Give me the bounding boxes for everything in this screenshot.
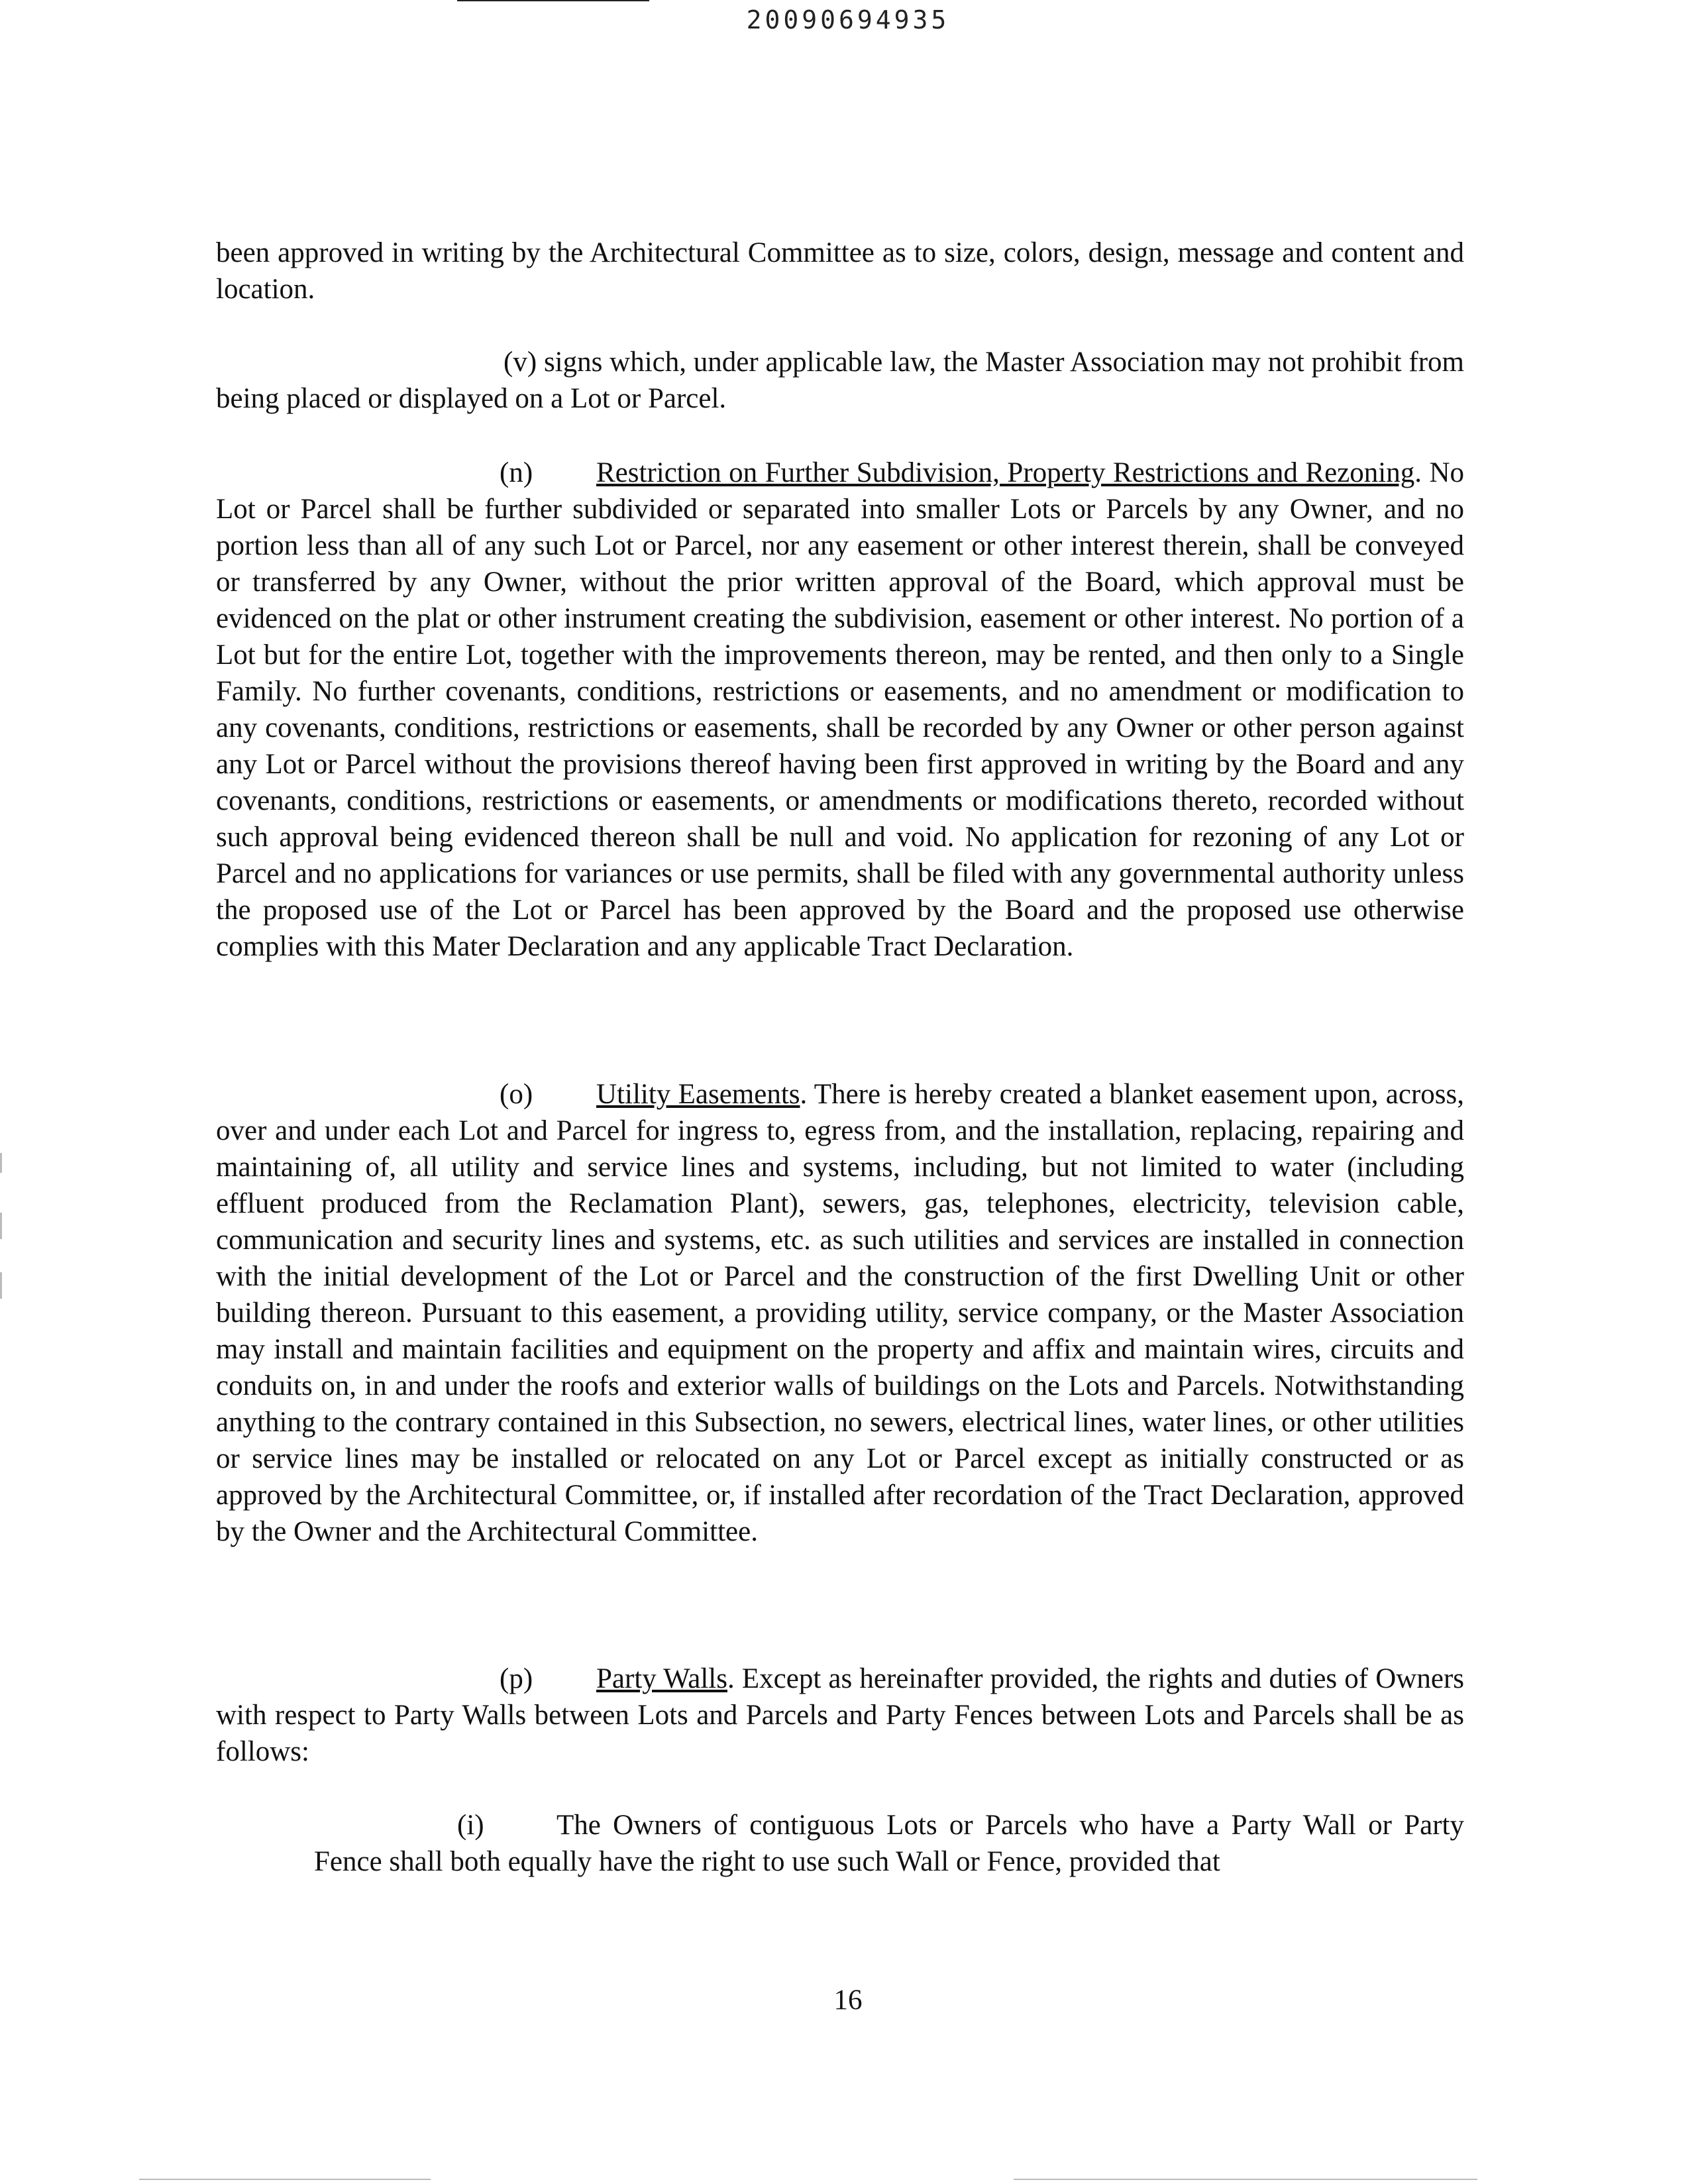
section-n-label: (n) — [500, 457, 533, 488]
section-o-label: (o) — [500, 1079, 533, 1110]
subsection-i-body: The Owners of contiguous Lots or Parcels who have a Party Wall or Party Fence shall both equally have the right to use such Wall or Fence, provided that — [314, 1810, 1464, 1877]
scan-artifact — [0, 1272, 2, 1299]
document-number: 20090694935 — [746, 5, 950, 34]
section-o — [216, 1076, 1464, 1550]
section-o-heading: Utility Easements — [596, 1079, 800, 1110]
scan-artifact — [1014, 2179, 1477, 2180]
page-number: 16 — [833, 1985, 863, 2016]
section-p-heading: Party Walls — [596, 1663, 727, 1694]
scan-artifact — [0, 1213, 2, 1239]
section-p-label: (p) — [500, 1663, 533, 1694]
section-n-heading: Restriction on Further Subdivision, Property Restrictions and Rezoning — [596, 457, 1415, 488]
section-o-body: . There is hereby created a blanket easement upon, across, over and under each Lot and Parcel for ingress to, egress from, and the installation, replacing, repairing and maintaining of, all utility and service lines and systems, including, but not limited to water (including effluent produced from the Reclamation Plant), sewers, gas, telephones, electricity, television cable, communication and security lines and systems, etc. as such utilities and services are installed in connection with the initial development of the Lot or Parcel and the construction of the first Dwelling Unit or other building thereon. Pursuant to this easement, a providing utility, service company, or the Master Association may install and maintain facilities and equipment on the property and affix and maintain wires, circuits and conduits on, in and under the roofs and exterior walls of buildings on the Lots and Parcels. Notwithstanding anything to the contrary contained in this Subsection, no sewers, electrical lines, water lines, or other utilities or service lines may be installed or relocated on any Lot or Parcel except as initially constructed or as approved by the Architectural Committee, or, if installed after recordation of the Tract Declaration, approved by the Owner and the Architectural Committee. — [216, 1079, 1464, 1547]
section-p — [216, 1661, 1464, 1770]
scan-top-rule — [457, 0, 649, 1]
subsection-i-label: (i) — [457, 1810, 484, 1841]
section-n — [216, 455, 1464, 965]
paragraph-continuation: been approved in writing by the Architectural Committee as to size, colors, design, message and content and location. — [216, 237, 1464, 305]
scan-artifact — [0, 1153, 2, 1173]
paragraph-v-signs: (v) signs which, under applicable law, the Master Association may not prohibit from being placed or displayed on a Lot or Parcel. — [216, 347, 1464, 414]
scan-artifact — [139, 2179, 431, 2180]
subsection-i — [314, 1807, 1464, 1880]
section-p-body: . Except as hereinafter provided, the rights and duties of Owners with respect to Party Walls between Lots and Parcels and Party Fences between Lots and Parcels shall be as follows: — [216, 1663, 1464, 1767]
section-n-body: . No Lot or Parcel shall be further subdivided or separated into smaller Lots or Parcels by any Owner, and no portion less than all of any such Lot or Parcel, nor any easement or other interest therein, shall be conveyed or transferred by any Owner, without the prior written approval of the Board, which approval must be evidenced on the plat or other instrument creating the subdivision, easement or other interest. No portion of a Lot but for the entire Lot, together with the improvements thereon, may be rented, and then only to a Single Family. No further covenants, conditions, restrictions or easements, and no amendment or modification to any covenants, conditions, restrictions or easements, shall be recorded by any Owner or other person against any Lot or Parcel without the provisions thereof having been first approved in writing by the Board and any covenants, conditions, restrictions or easements, or amendments or modifications thereto, recorded without such approval being evidenced thereon shall be null and void. No application for rezoning of any Lot or Parcel and no applications for variances or use permits, shall be filed with any governmental authority unless the proposed use of the Lot or Parcel has been approved by the Board and the proposed use otherwise complies with this Mater Declaration and any applicable Tract Declaration. — [216, 457, 1464, 962]
